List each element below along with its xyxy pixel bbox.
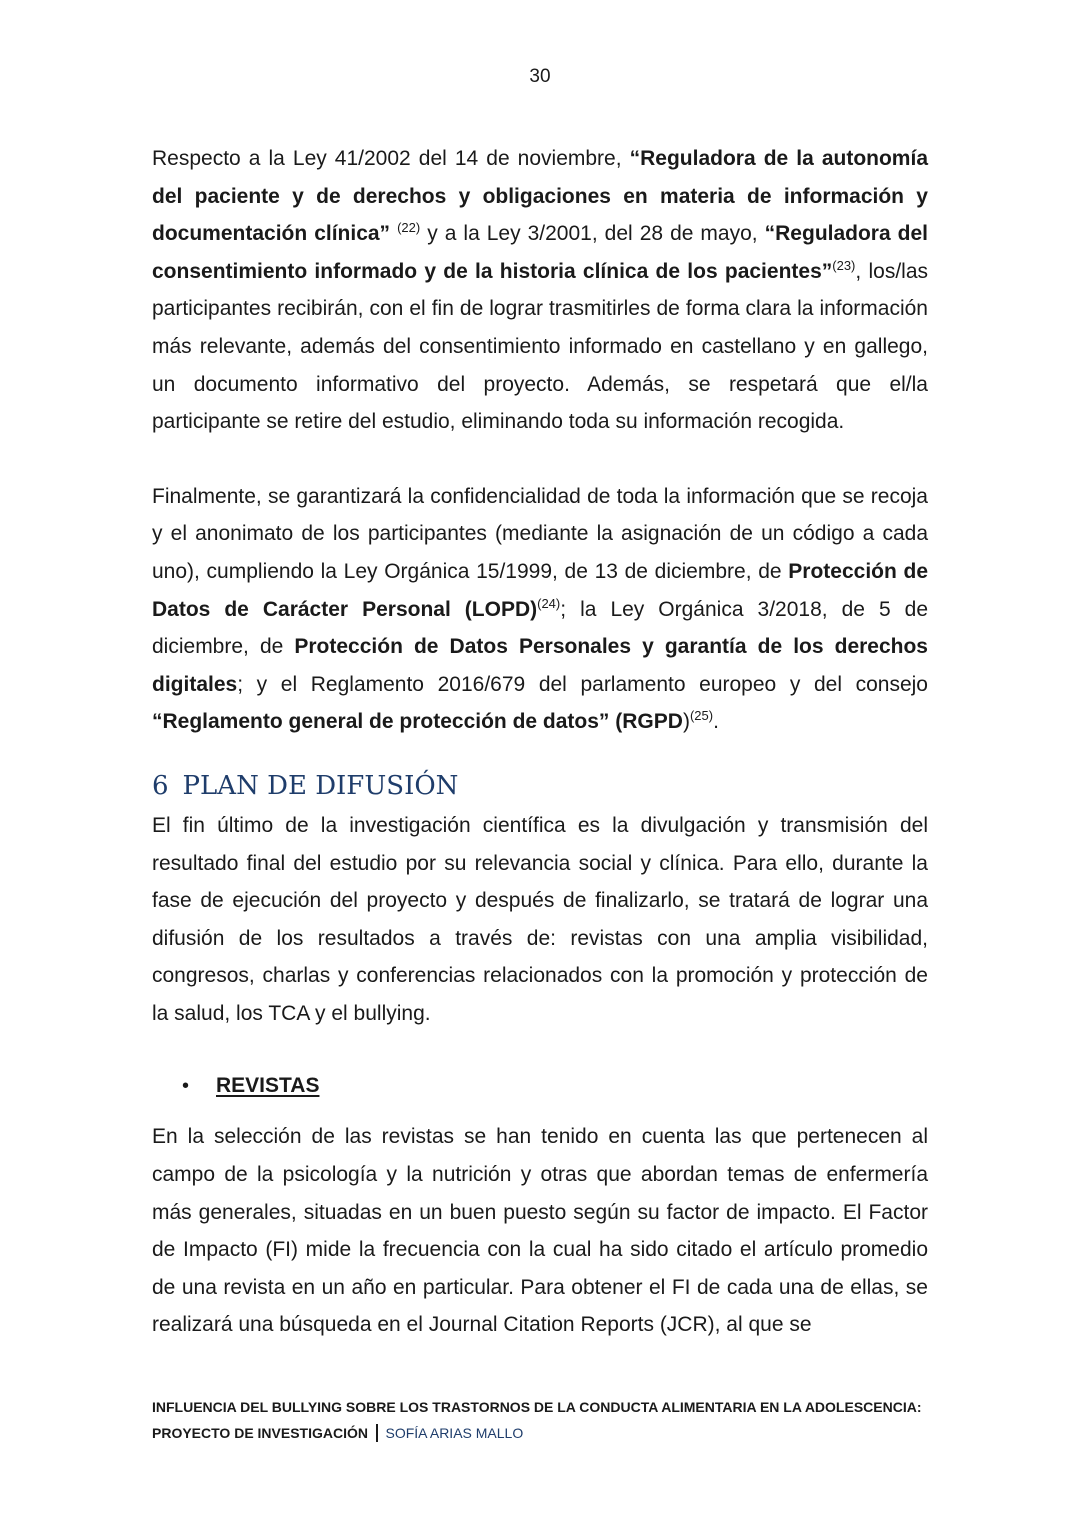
law-title-bold: Protección de Datos Personales y garantía de los derechos digitales	[152, 635, 928, 696]
citation-reference: (24)	[537, 595, 561, 611]
law-title-bold: Protección de Datos de Carácter Personal (LOPD)	[152, 559, 929, 621]
citation-reference: (22)	[397, 220, 421, 236]
document-body	[152, 140, 928, 1344]
paragraph-text: , los/las participantes recibirán, con el fin de lograr trasmitirles de forma clara la información más relevante, además del consentimiento informado en castellano y en gallego, un documento informativo del proyecto. Además, se respetará que el/la participante se retire del estudio, eliminando toda su información recogida.	[152, 259, 929, 434]
paragraph-journals: En la selección de las revistas se han tenido en cuenta las que pertenecen al campo de la psicología y la nutrición y otras que abordan temas de enfermería más generales, situadas en un buen puesto según su factor de impacto. El Factor de Impacto (FI) mide la frecuencia con la cual ha sido citado el artículo promedio de una revista en un año en particular. Para obtener el FI de cada una de ellas, se realizará una búsqueda en el Journal Citation Reports (JCR), al que se	[152, 1125, 928, 1337]
paragraph-text: ; y el Reglamento 2016/679 del parlamento europeo y del consejo	[237, 672, 928, 696]
paragraph-text: y a la Ley 3/2001, del 28 de mayo,	[420, 222, 765, 246]
citation-reference: (25)	[689, 708, 714, 724]
footer-title-line1: INFLUENCIA DEL BULLYING SOBRE LOS TRASTORNOS DE LA CONDUCTA ALIMENTARIA EN LA ADOLESCENCIA:	[152, 1399, 922, 1415]
section-heading	[152, 769, 928, 807]
bullet-icon: •	[182, 1074, 190, 1097]
citation-reference: (23)	[832, 257, 856, 273]
paragraph-text: Respecto a la Ley 41/2002 del 14 de noviembre,	[152, 147, 630, 170]
page-footer	[152, 1394, 932, 1446]
paragraph-dissemination: El fin último de la investigación científica es la divulgación y transmisión del resultado final del estudio por su relevancia social y clínica. Para ello, durante la fase de ejecución del proyecto y después de finalizarlo, se tratará de lograr una difusión de los resultados a través de: revistas con una amplia visibilidad, congresos, charlas y conferencias relacionados con la promoción y protección de la salud, los TCA y el bullying.	[152, 813, 928, 1025]
bullet-label: REVISTAS	[216, 1074, 320, 1098]
law-title-bold: “Reguladora del consentimiento informado y de la historia clínica de los pacientes”	[152, 222, 929, 283]
page-number: 30	[529, 66, 551, 87]
paragraph-text: )	[682, 710, 690, 734]
section-title: PLAN DE DIFUSIÓN	[182, 770, 459, 801]
section-number: 6	[152, 770, 169, 801]
paragraph-confidentiality	[152, 478, 928, 741]
law-title-bold: “Reguladora de la autonomía del paciente y de derechos y obligaciones en materia de información y documentación clínica”	[152, 147, 928, 246]
paragraph-text: .	[713, 710, 719, 734]
footer-separator	[376, 1424, 378, 1442]
paragraph-text: ; la Ley Orgánica 3/2018, de 5 de diciembre, de	[152, 597, 928, 659]
bullet-item-revistas	[152, 1066, 928, 1106]
footer-author: SOFÍA ARIAS MALLO	[385, 1425, 524, 1441]
footer-title-line2: PROYECTO DE INVESTIGACIÓN	[152, 1425, 368, 1441]
paragraph-informed-consent	[152, 140, 928, 441]
paragraph-text: Finalmente, se garantizará la confidencialidad de toda la información que se recoja y el anonimato de los participantes (mediante la asignación de un código a cada uno), cumpliendo la Ley Orgánica 15/1999, de 13 de diciembre, de	[152, 484, 928, 583]
law-title-bold: “Reglamento general de protección de datos” (RGPD	[152, 710, 683, 734]
